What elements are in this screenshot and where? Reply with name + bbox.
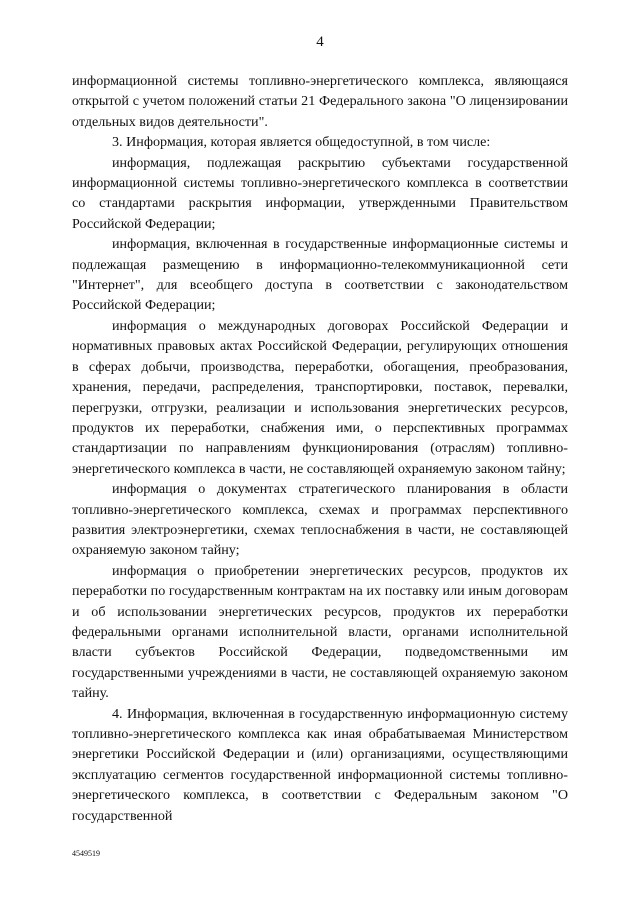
paragraph-item-3-e: информация о приобретении энергетических ресурсов, продуктов их переработки по государственным контрактам на их поставку или иным договорам и об использовании энергетических ресурсов, продуктов их переработки федеральными органами исполнительной власти, органами исполнительной власти субъектов Российской Федерации, подведомственными им государственными учреждениями в части, не составляющей охраняемую законом тайну.	[72, 562, 568, 702]
document-code: 4549519	[72, 849, 100, 858]
paragraph-continuation: информационной системы топливно-энергетического комплекса, являющаяся открытой с учетом положений статьи 21 Федерального закона "О лицензировании отдельных видов деятельности".	[72, 73, 568, 130]
paragraph-item-3-c: информация о международных договорах Российской Федерации и нормативных правовых актах Российской Федерации, регулирующих отношения в сферах добычи, производства, переработки, обогащения, преобразования, хранения, передачи, распределения, транспортировки, поставок, перевалки, перегрузки, отгрузки, реализации и использования энергетических ресурсов, продуктов их переработки, снабжения ими, о перспективных программах стандартизации по направлениям функционирования (отраслям) топливно-энергетического комплекса в части, не составляющей охраняемую законом тайну;	[72, 317, 568, 477]
paragraph-item-3-heading: 3. Информация, которая является общедоступной, в том числе:	[112, 134, 491, 151]
page-number: 4	[316, 34, 324, 50]
document-body	[72, 71, 568, 826]
paragraph-item-3-a: информация, подлежащая раскрытию субъектами государственной информационной системы топливно-энергетического комплекса в соответствии со стандартами раскрытия информации, утвержденными Правительством Российской Федерации;	[72, 154, 568, 232]
paragraph-item-4: 4. Информация, включенная в государственную информационную систему топливно-энергетического комплекса как иная обрабатываемая Министерством энергетики Российской Федерации и (или) организациями, осуществляющими эксплуатацию сегментов государственной информационной системы топливно-энергетического комплекса, в соответствии с Федеральным законом "О государственной	[72, 705, 568, 824]
paragraph-item-3-d: информация о документах стратегического планирования в области топливно-энергетического комплекса, схемах и программах перспективного развития электроэнергетики, схемах теплоснабжения в части, не составляющей охраняемую законом тайну;	[72, 481, 568, 559]
paragraph-item-3-b: информация, включенная в государственные информационные системы и подлежащая размещению в информационно-телекоммуникационной сети "Интернет", для всеобщего доступа в соответствии с законодательством Российской Федерации;	[72, 236, 568, 314]
